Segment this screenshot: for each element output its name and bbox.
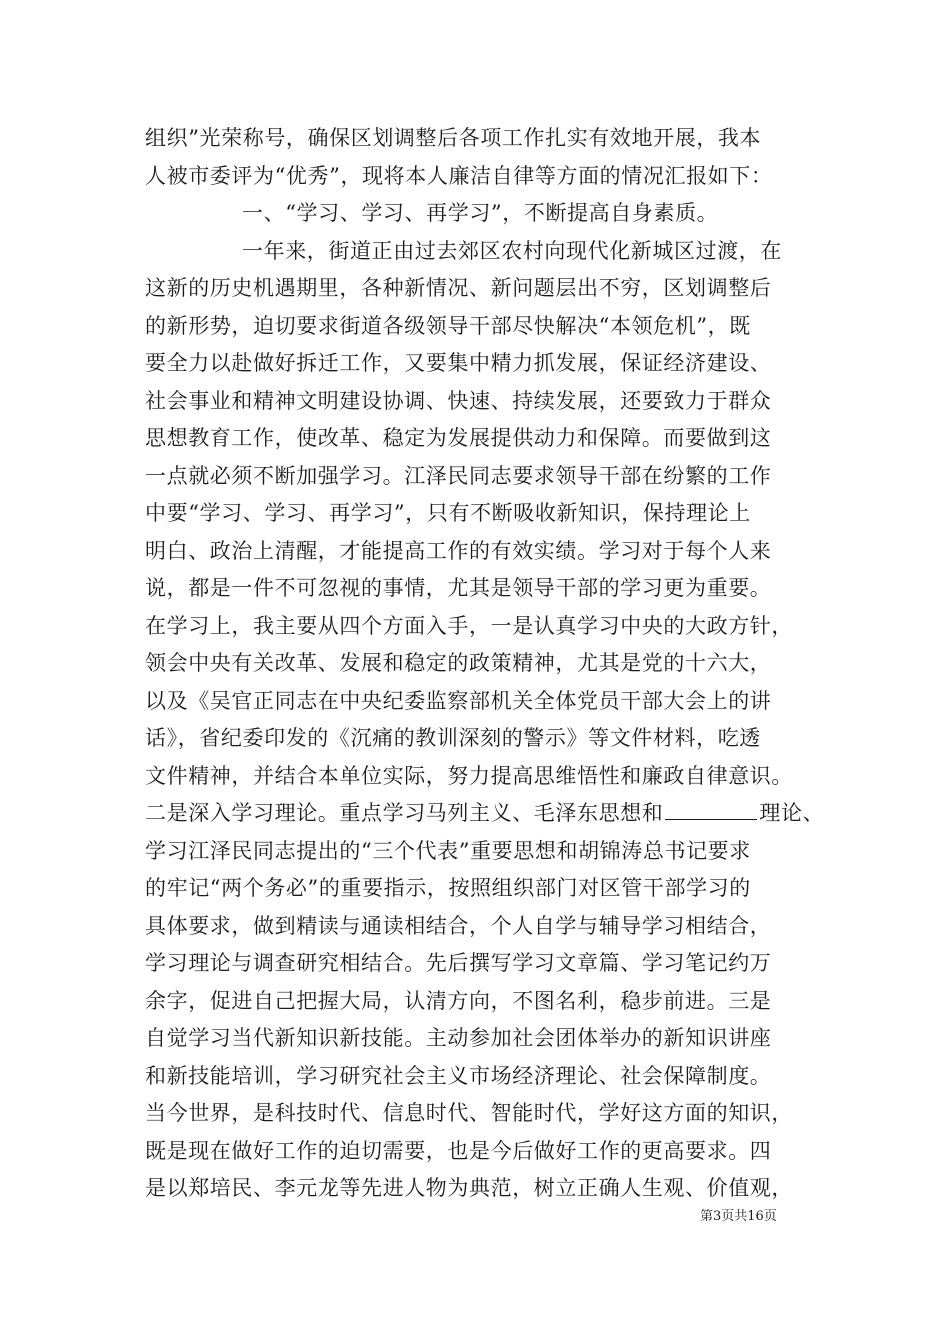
text-line: 人被市委评为“优秀”，现将本人廉洁自律等方面的情况汇报如下： bbox=[145, 163, 773, 188]
text-line: 学习理论与调查研究相结合。先后撰写学习文章篇、学习笔记约万 bbox=[145, 951, 772, 975]
body-text bbox=[145, 120, 825, 1208]
paragraph-start: 一年来，街道正由过去郊区农村向现代化新城区过渡，在 bbox=[242, 238, 782, 263]
text-line: 这新的历史机遇期里，各种新情况、新问题层出不穷，区划调整后 bbox=[145, 276, 772, 300]
text-line: 具体要求，做到精读与通读相结合，个人自学与辅导学习相结合， bbox=[145, 913, 772, 938]
text-line: 自觉学习当代新知识新技能。主动参加社会团体举办的新知识讲座 bbox=[145, 1026, 772, 1050]
text-line: 当今世界，是科技时代、信息时代、智能时代，学好这方面的知识， bbox=[145, 1101, 793, 1125]
text-line: 明白、政治上清醒，才能提高工作的有效实绩。学习对于每个人来 bbox=[145, 538, 772, 563]
text-line: 余字，促进自己把握大局，认清方向，不图名利，稳步前进。三是 bbox=[145, 988, 772, 1013]
text-line-tail: 理论、 bbox=[759, 801, 825, 825]
text-line: 话》，省纪委印发的《沉痛的教训深刻的警示》等文件材料，吃透 bbox=[145, 726, 761, 750]
text-line: 组织”光荣称号，确保区划调整后各项工作扎实有效地开展，我本 bbox=[145, 126, 762, 150]
text-line: 思想教育工作，使改革、稳定为发展提供动力和保障。而要做到这 bbox=[145, 426, 772, 450]
text-line: 文件精神，并结合本单位实际，努力提高思维悟性和廉政自律意识。 bbox=[145, 763, 793, 788]
text-line: 说，都是一件不可忽视的事情，尤其是领导干部的学习更为重要。 bbox=[145, 576, 772, 600]
text-line: 在学习上，我主要从四个方面入手，一是认真学习中央的大政方针， bbox=[145, 613, 793, 638]
section-heading: 一、“学习、学习、再学习”，不断提高自身素质。 bbox=[242, 201, 719, 225]
page-number: 第3页共16页 bbox=[700, 1209, 777, 1224]
text-line: 中要“学习、学习、再学习”，只有不断吸收新知识，保持理论上 bbox=[145, 501, 751, 525]
text-line-head: 二是深入学习理论。重点学习马列主义、毛泽东思想和 bbox=[145, 801, 664, 825]
text-line: 学习江泽民同志提出的“三个代表”重要思想和胡锦涛总书记要求 bbox=[145, 838, 751, 863]
text-line: 要全力以赴做好拆迁工作，又要集中精力抓发展，保证经济建设、 bbox=[145, 351, 772, 375]
text-line: 是以郑培民、李元龙等先进人物为典范，树立正确人生观、价值观， bbox=[145, 1176, 793, 1200]
text-line: 一点就必须不断加强学习。江泽民同志要求领导干部在纷繁的工作 bbox=[145, 463, 772, 488]
fill-in-blank bbox=[665, 801, 757, 820]
text-line: 社会事业和精神文明建设协调、快速、持续发展，还要致力于群众 bbox=[145, 388, 772, 413]
text-line: 既是现在做好工作的迫切需要，也是今后做好工作的更高要求。四 bbox=[145, 1138, 772, 1163]
text-line-with-blank bbox=[145, 795, 825, 833]
text-line: 以及《吴官正同志在中央纪委监察部机关全体党员干部大会上的讲 bbox=[145, 688, 772, 713]
text-line: 的新形势，迫切要求街道各级领导干部尽快解决“本领危机”，既 bbox=[145, 313, 751, 338]
text-line: 和新技能培训，学习研究社会主义市场经济理论、社会保障制度。 bbox=[145, 1063, 772, 1088]
text-line: 领会中央有关改革、发展和稳定的政策精神，尤其是党的十六大， bbox=[145, 651, 772, 675]
text-line: 的牢记“两个务必”的重要指示，按照组织部门对区管干部学习的 bbox=[145, 876, 751, 900]
